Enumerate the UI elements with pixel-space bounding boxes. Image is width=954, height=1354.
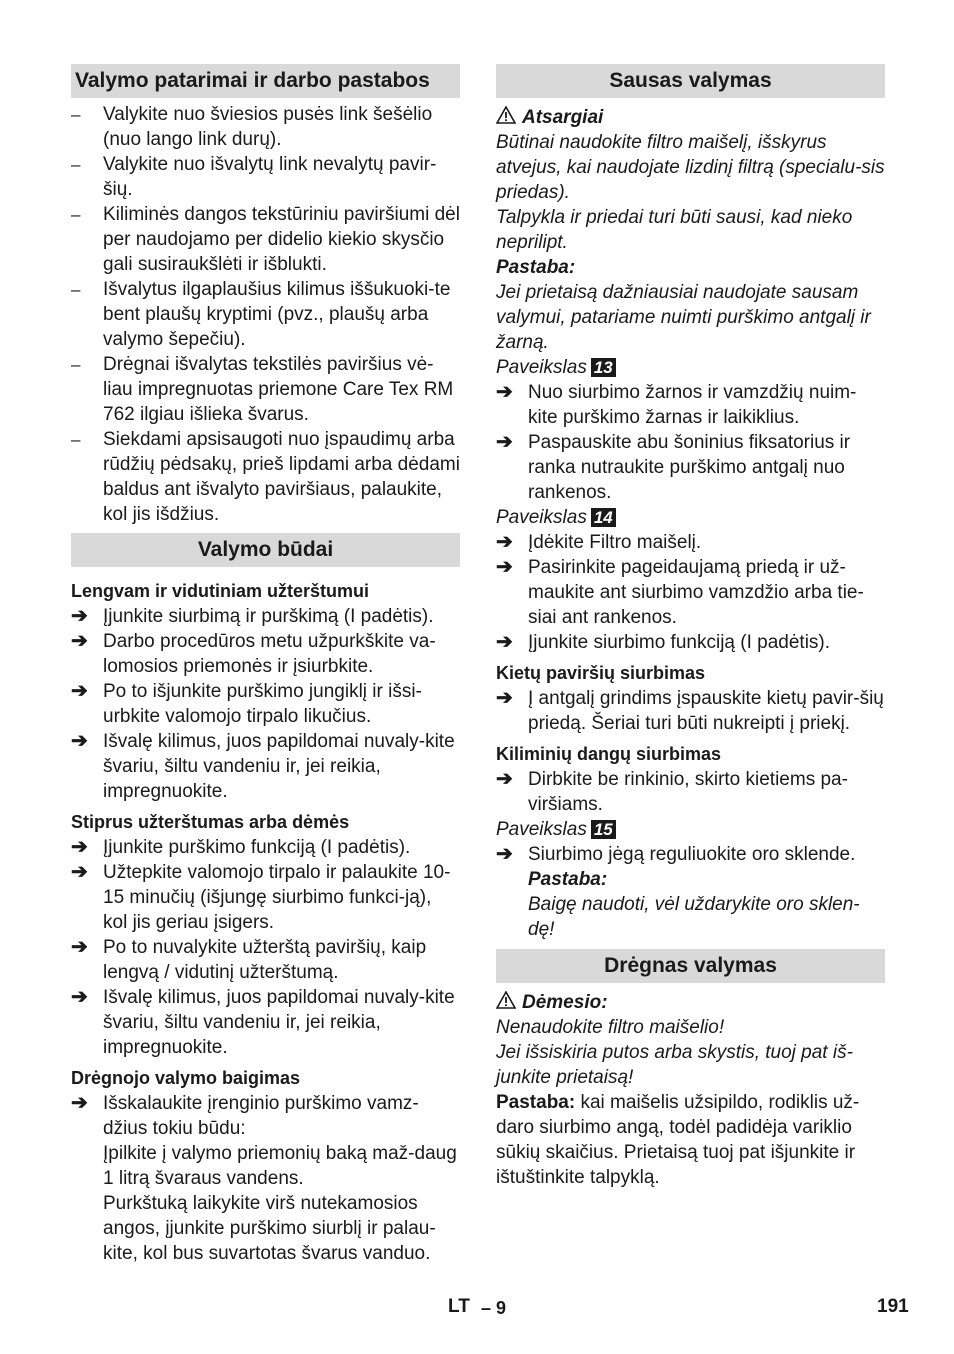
arrow-icon: ➔ <box>496 431 513 453</box>
arrow-icon: ➔ <box>496 631 513 653</box>
arrow-icon: ➔ <box>496 556 513 578</box>
page-number: 191 <box>877 1296 909 1317</box>
section-title-wet-cleaning: Drėgnas valymas <box>496 949 885 983</box>
note-label: Pastaba: <box>528 869 608 890</box>
list-item: ➔ Darbo procedūros metu užpurkškite va-lomosios priemonės ir įsiurbkite. <box>71 630 436 677</box>
subheading-finish-wet-cleaning: Drėgnojo valymo baigimas <box>71 1068 301 1088</box>
arrow-icon: ➔ <box>71 936 88 958</box>
arrow-icon: ➔ <box>496 687 513 709</box>
figure-number-badge: 15 <box>591 820 616 839</box>
left-column <box>71 64 460 1266</box>
arrow-icon: ➔ <box>71 861 88 883</box>
list-item: ➔ Paspauskite abu šoninius fiksatorius ir ranka nutraukite purškimo antgalį nuo rankenos. <box>496 431 851 503</box>
arrow-icon: ➔ <box>496 768 513 790</box>
arrow-icon: ➔ <box>71 1092 88 1114</box>
list-item: ➔ Įjunkite siurbimą ir purškimą (I padėtis). <box>71 605 434 627</box>
footer-language: LT <box>448 1296 470 1317</box>
list-item: ➔ Nuo siurbimo žarnos ir vamzdžių nuim-kite purškimo žarnas ir laikiklius. <box>496 381 857 428</box>
list-item: ➔ Įjunkite siurbimo funkciją (I padėtis). <box>496 631 831 653</box>
finish-paragraph-1: Įpilkite į valymo priemonių baką maž-daug 1 litrą švaraus vandens. <box>103 1143 457 1189</box>
list-item: ➔ Užtepkite valomojo tirpalo ir palaukite 10-15 minučių (išjungę siurbimo funkci-ją), kol jis geriau įsigers. <box>71 861 451 933</box>
arrow-icon: ➔ <box>71 680 88 702</box>
footer-page-ref: – 9 <box>481 1298 507 1318</box>
list-item: ➔ Į antgalį grindims įspauskite kietų pavir-šių priedą. Šeriai turi būti nukreipti į priekį. <box>496 687 884 734</box>
dash-bullet: – <box>71 430 81 449</box>
caution-heading: Atsargiai <box>496 105 885 130</box>
list-item: ➔ Išskalaukite įrenginio purškimo vamz-džius tokiu būdu: <box>71 1092 419 1139</box>
attention-text-2: Jei išsiskiria putos arba skystis, tuoj pat iš-junkite prietaisą! <box>496 1042 853 1088</box>
figure-number-badge: 14 <box>591 508 616 527</box>
subheading-hard-surfaces: Kietų paviršių siurbimas <box>496 663 706 683</box>
section-title-cleaning-tips: Valymo patarimai ir darbo pastabos <box>71 64 460 98</box>
arrow-icon: ➔ <box>496 531 513 553</box>
caution-text-2: Talpykla ir priedai turi būti sausi, kad nieko neprilipt. <box>496 207 853 253</box>
list-item: – Siekdami apsisaugoti nuo įspaudimų arba rūdžių pėdsakų, prieš lipdami arba dėdami baldus ant išvalyto paviršiaus, palaukite, kol jis išdžius. <box>71 429 460 525</box>
finish-paragraph-2: Purkštuką laikykite virš nutekamosios angos, įjunkite purškimo siurblį ir palau-kite, kol bus suvartotas švarus vanduo. <box>103 1193 436 1264</box>
dash-bullet: – <box>71 155 81 174</box>
list-item: – Drėgnai išvalytas tekstilės paviršius vė-liau impregnuotas priemone Care Tex RM 762 ilgiau išlieka švarus. <box>71 354 454 425</box>
warning-icon <box>496 106 516 124</box>
list-item: ➔ Įdėkite Filtro maišelį. <box>496 531 702 553</box>
list-item: ➔ Dirbkite be rinkinio, skirto kietiems pa-viršiams. <box>496 768 848 815</box>
list-item: – Valykite nuo išvalytų link nevalytų pavir-šių. <box>71 154 437 200</box>
attention-text-1: Nenaudokite filtro maišelio! <box>496 1017 725 1038</box>
list-item: ➔ Pasirinkite pageidaujamą priedą ir už-maukite ant siurbimo vamzdžio arba tie-siai ant rankenos. <box>496 556 864 628</box>
list-item: ➔ Įjunkite purškimo funkciją (I padėtis). <box>71 836 411 858</box>
list-item: – Valykite nuo šviesios pusės link šešėlio (nuo lango link durų). <box>71 104 433 150</box>
figure-ref-15: Paveikslas 15 <box>496 817 885 842</box>
note-text: Baigę naudoti, vėl uždarykite oro sklen-dę! <box>528 894 860 940</box>
dash-bullet: – <box>71 280 81 299</box>
section-title-dry-cleaning: Sausas valymas <box>496 64 885 98</box>
dash-bullet: – <box>71 205 81 224</box>
subheading-carpet-vacuuming: Kiliminių dangų siurbimas <box>496 744 722 764</box>
warning-icon <box>496 991 516 1009</box>
note-text: Jei prietaisą dažniausiai naudojate sausam valymui, patariame nuimti purškimo antgalį ir žarną. <box>496 282 871 353</box>
arrow-icon: ➔ <box>496 843 513 865</box>
tips-list <box>71 102 460 527</box>
wet-note: Pastaba: kai maišelis užsipildo, rodiklis už-daro siurbimo angą, todėl padidėja variklio sūkių skaičius. Prietaisą tuoj pat išjunkite ir ištuštinkite talpyklą. <box>496 1092 860 1188</box>
list-item: ➔ Po to išjunkite purškimo jungiklį ir išsi-urbkite valomojo tirpalo likučius. <box>71 680 422 727</box>
figure-ref-13: Paveikslas 13 <box>496 355 885 380</box>
list-item: ➔ Siurbimo jėgą reguliuokite oro sklende. <box>496 843 856 865</box>
list-item: ➔ Išvalę kilimus, juos papildomai nuvaly-kite švariu, šiltu vandeniu ir, jei reikia, impregnuokite. <box>71 986 455 1058</box>
note-label: Pastaba: <box>496 257 576 278</box>
list-item: – Kiliminės dangos tekstūriniu paviršiumi dėl per naudojamo per didelio kiekio skysčio gali susiraukšlėti ir išblukti. <box>71 204 460 275</box>
right-column <box>496 64 885 1190</box>
figure-number-badge: 13 <box>591 358 616 377</box>
arrow-icon: ➔ <box>496 381 513 403</box>
list-item: ➔ Po to nuvalykite užterštą paviršių, kaip lengvą / vidutinį užterštumą. <box>71 936 427 983</box>
caution-text-1: Būtinai naudokite filtro maišelį, išskyrus atvejus, kai naudojate lizdinį filtrą (specialu-sis priedas). <box>496 132 885 203</box>
list-item: – Išvalytus ilgaplaušius kilimus iššukuoki-te bent plaušų kryptimi (pvz., plaušų arba valymo šepečiu). <box>71 279 451 350</box>
dash-bullet: – <box>71 105 81 124</box>
arrow-icon: ➔ <box>71 730 88 752</box>
arrow-icon: ➔ <box>71 986 88 1008</box>
section-title-cleaning-methods: Valymo būdai <box>71 533 460 567</box>
attention-heading: Dėmesio: <box>496 990 885 1015</box>
dash-bullet: – <box>71 355 81 374</box>
subheading-light-soiling: Lengvam ir vidutiniam užterštumui <box>71 581 370 601</box>
arrow-icon: ➔ <box>71 605 88 627</box>
list-item: ➔ Išvalę kilimus, juos papildomai nuvaly-kite švariu, šiltu vandeniu ir, jei reikia, impregnuokite. <box>71 730 455 802</box>
subheading-heavy-soiling: Stiprus užterštumas arba dėmės <box>71 812 350 832</box>
figure-ref-14: Paveikslas 14 <box>496 505 885 530</box>
arrow-icon: ➔ <box>71 630 88 652</box>
arrow-icon: ➔ <box>71 836 88 858</box>
